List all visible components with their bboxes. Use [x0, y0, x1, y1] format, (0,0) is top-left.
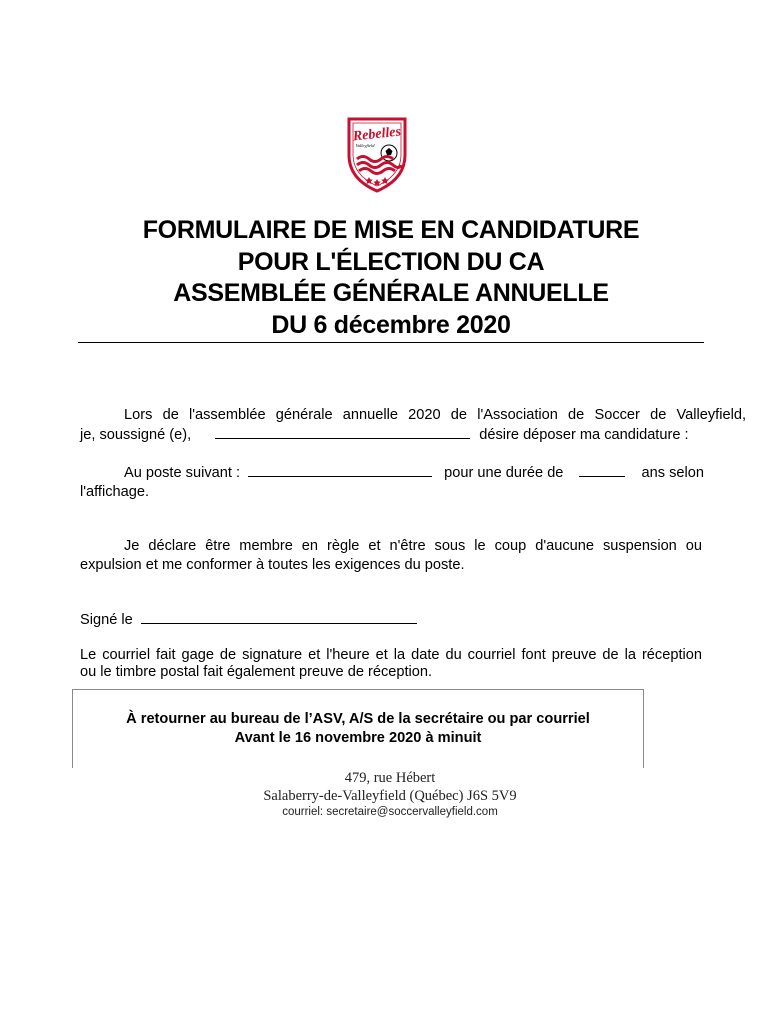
signature-line [80, 610, 702, 630]
contact-email[interactable]: courriel: secretaire@soccervalleyfield.com [282, 806, 498, 818]
return-notice-line-1: À retourner au bureau de l’ASV, A/S de la secrétaire ou par courriel [126, 711, 590, 727]
title-divider [78, 342, 704, 343]
logo-text: Rebelles [352, 124, 402, 145]
return-notice-text [72, 710, 644, 748]
return-notice-line-2: Avant le 16 novembre 2020 à minuit [234, 730, 482, 746]
title-line-3: ASSEMBLÉE GÉNÉRALE ANNUELLE [173, 279, 609, 307]
title-line-4: DU 6 décembre 2020 [271, 310, 511, 339]
candidature-label: désire déposer ma candidature : [479, 427, 689, 443]
paragraph-4-line-1: Le courriel fait gage de signature et l'heure et la date du courriel font preuve de la réception [80, 647, 702, 663]
paragraph-3-line-1: Je déclare être membre en règle et n'être sous le coup d'aucune suspension ou [124, 538, 702, 554]
position-blank-field[interactable] [248, 464, 432, 477]
signature-label: Signé le [80, 612, 133, 628]
soussigne-label: je, soussigné (e), [80, 427, 192, 443]
paragraph-1-line-1: Lors de l'assemblée générale annuelle 2020 de l'Association de Soccer de Valleyfield, [124, 407, 746, 423]
title-line-1: FORMULAIRE DE MISE EN CANDIDATURE [142, 216, 640, 244]
signature-date-blank-field[interactable] [141, 611, 417, 624]
title-line-2: POUR L'ÉLECTION DU CA [237, 247, 545, 276]
paragraph-3-line-2: expulsion et me conformer à toutes les exigences du poste. [80, 557, 465, 573]
paragraph-2-line-1 [80, 463, 705, 483]
paragraph-4-line-2: ou le timbre postal fait également preuve de réception. [80, 664, 433, 680]
name-blank-field[interactable] [215, 426, 470, 439]
poste-label: Au poste suivant : [124, 465, 241, 481]
rebelles-logo [343, 113, 411, 193]
logo-subtext: Valleyfield [355, 143, 375, 148]
address-street: 479, rue Hébert [344, 770, 436, 786]
duree-label: pour une durée de [444, 465, 564, 481]
duration-blank-field[interactable] [579, 464, 625, 477]
paragraph-1-line-2 [80, 425, 702, 445]
address-city: Salaberry-de-Valleyfield (Québec) J6S 5V9 [263, 788, 517, 804]
paragraph-2-line-2: l'affichage. [80, 484, 150, 500]
ans-selon-label: ans selon [641, 465, 705, 481]
form-title [78, 215, 704, 341]
